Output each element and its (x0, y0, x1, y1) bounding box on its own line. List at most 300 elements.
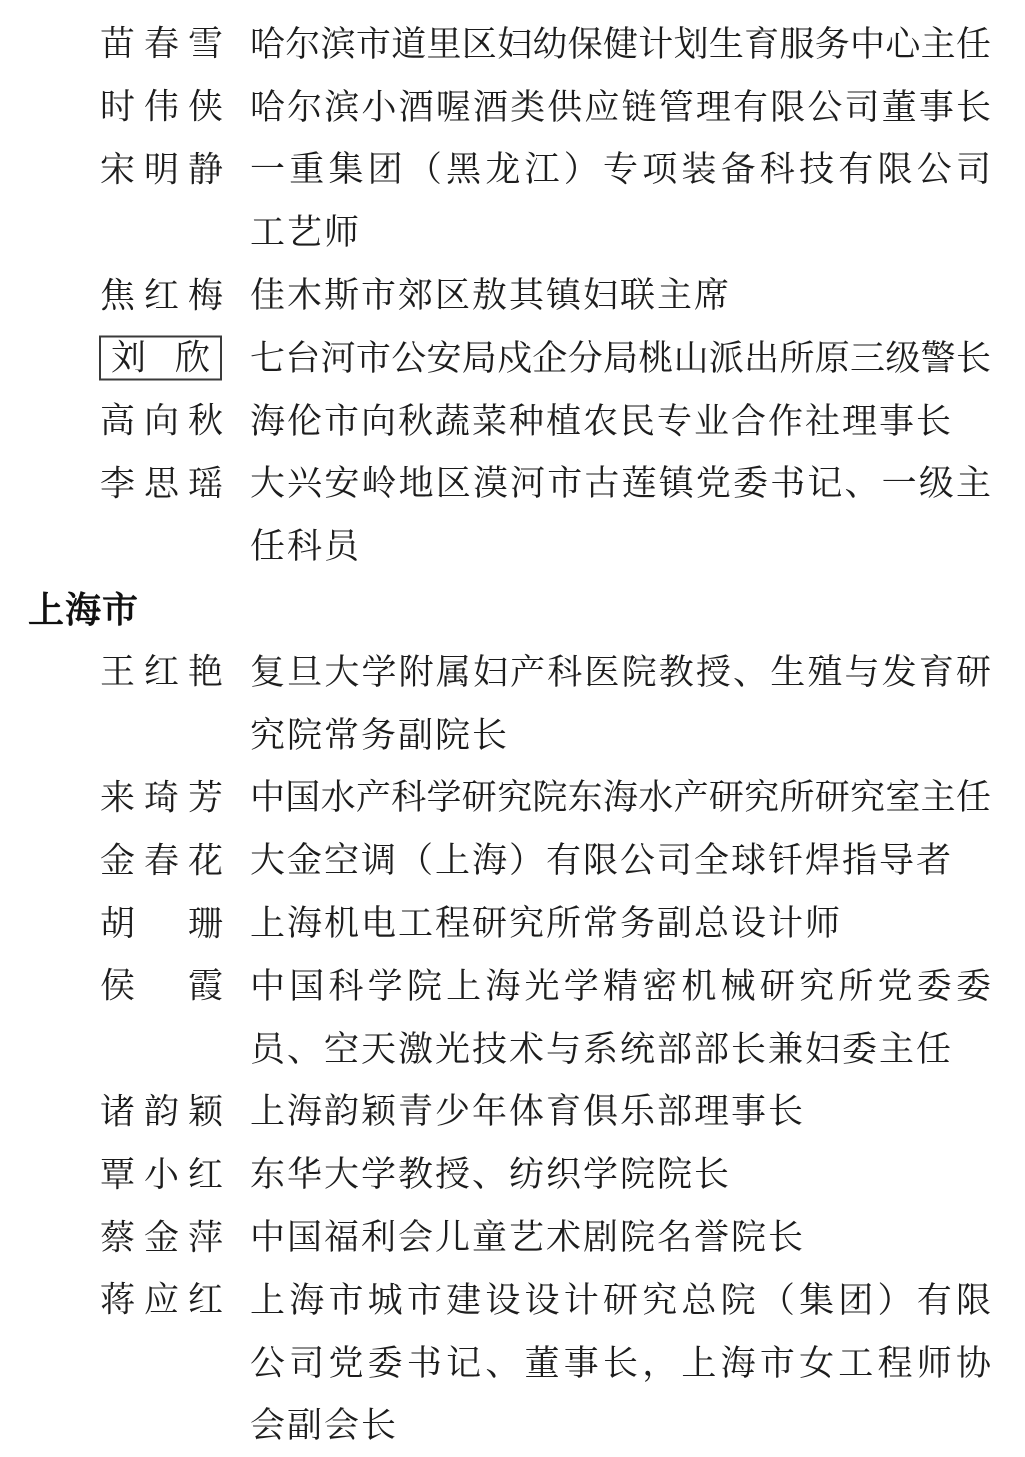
title-char: 保 (567, 24, 603, 64)
entry-title-line (250, 464, 991, 504)
title-char: 学 (563, 966, 599, 1006)
title-char: 划 (673, 24, 709, 64)
entry-row (0, 829, 1025, 892)
title-char: 育 (744, 24, 780, 64)
name-char: 艳 (187, 652, 223, 692)
title-char: 妇 (497, 24, 533, 64)
title-char: 械 (720, 966, 756, 1006)
title-char: 务 (814, 24, 850, 64)
entry-title-line: 究院常务副院长 (250, 715, 510, 755)
title-char: 上 (681, 1343, 717, 1383)
title-char: 学 (426, 778, 462, 818)
title-char: 专 (602, 150, 638, 190)
title-char: 管 (658, 87, 694, 127)
title-char: 生 (708, 24, 744, 64)
title-char: 研 (814, 778, 850, 818)
name-char: 明 (143, 150, 179, 190)
heading-row (0, 578, 1025, 641)
title-char: 书 (406, 1343, 442, 1383)
entry-row (0, 1143, 1025, 1206)
title-char: 一 (881, 464, 917, 504)
name-char: 琦 (143, 778, 179, 818)
title-char: 建 (446, 1280, 482, 1320)
title-char: 国 (289, 966, 325, 1006)
title-char: 市 (406, 1280, 442, 1320)
title-char: 岭 (361, 464, 397, 504)
title-char: 里 (426, 24, 462, 64)
name-char: 来 (100, 778, 136, 818)
entry-name (100, 401, 223, 441)
title-char: 生 (770, 652, 806, 692)
entry-row (0, 955, 1025, 1018)
title-char: 东 (567, 778, 603, 818)
title-char: 学 (367, 966, 403, 1006)
title-char: 党 (877, 966, 913, 1006)
title-char: 有 (838, 150, 874, 190)
title-char: 服 (779, 24, 815, 64)
entry-continuation-row (0, 704, 1025, 767)
title-char: ） (877, 1280, 913, 1320)
title-char: 旦 (287, 652, 323, 692)
title-char: 限 (955, 1280, 991, 1320)
title-char: 精 (602, 966, 638, 1006)
title-char: 殖 (807, 652, 843, 692)
title-char: 中 (250, 778, 286, 818)
entry-title-line: 大金空调（上海）有限公司全球钎焊指导者 (250, 841, 954, 881)
entry-row (0, 453, 1025, 516)
title-char: 研 (602, 1280, 638, 1320)
title-char: 、 (844, 464, 880, 504)
name-char: 诸 (100, 1092, 136, 1132)
entry-row (0, 892, 1025, 955)
entry-name (100, 150, 223, 190)
title-char: 项 (642, 150, 678, 190)
title-char: 授 (695, 652, 731, 692)
title-char: 地 (398, 464, 434, 504)
entry-title-line: 工艺师 (250, 213, 362, 253)
title-char: 科 (547, 652, 583, 692)
title-char: 上 (250, 1280, 286, 1320)
title-char: 总 (681, 1280, 717, 1320)
title-char: 应 (584, 87, 620, 127)
title-char: 长 (602, 1343, 638, 1383)
title-char: 究 (744, 778, 780, 818)
title-char: 机 (681, 966, 717, 1006)
title-char: 哈 (250, 24, 286, 64)
title-char: 董 (524, 1343, 560, 1383)
title-char: 市 (547, 464, 583, 504)
entry-name (100, 24, 223, 64)
title-char: 教 (658, 652, 694, 692)
title-char: 长 (955, 87, 991, 127)
entry-name (100, 1155, 223, 1195)
entry-title-line: 佳木斯市郊区敖其镇妇联主席 (250, 276, 732, 316)
title-char: 师 (916, 1343, 952, 1383)
title-char: 大 (324, 652, 360, 692)
title-char: 集 (799, 1280, 835, 1320)
title-char: 警 (920, 338, 956, 378)
name-char: 红 (143, 276, 179, 316)
title-char: 产 (355, 778, 391, 818)
title-char: 理 (695, 87, 731, 127)
title-char: 研 (461, 778, 497, 818)
name-char: 瑶 (187, 464, 223, 504)
title-char: ， (642, 1343, 678, 1383)
title-char: 海 (485, 966, 521, 1006)
title-char: 属 (435, 652, 471, 692)
entry-name (100, 841, 223, 881)
entry-continuation-row (0, 1018, 1025, 1081)
title-char: 产 (510, 652, 546, 692)
title-char: 董 (881, 87, 917, 127)
title-char: 公 (250, 1343, 286, 1383)
name-char: 宋 (100, 150, 136, 190)
title-char: 心 (885, 24, 921, 64)
title-char: 主 (920, 24, 956, 64)
title-char: 台 (285, 338, 321, 378)
title-char: 所 (838, 966, 874, 1006)
title-char: 任 (955, 778, 991, 818)
title-char: 究 (497, 778, 533, 818)
title-char: 委 (367, 1343, 403, 1383)
entry-title-line: 海伦市向秋蔬菜种植农民专业合作社理事长 (250, 401, 954, 441)
title-char: 安 (324, 464, 360, 504)
title-char: 团 (838, 1280, 874, 1320)
title-char: 原 (814, 338, 850, 378)
title-char: 海 (720, 1343, 756, 1383)
title-char: 研 (955, 652, 991, 692)
title-char: 设 (524, 1280, 560, 1320)
title-char: 任 (955, 24, 991, 64)
title-char: 协 (955, 1343, 991, 1383)
title-char: 尔 (287, 87, 323, 127)
title-char: 公 (391, 338, 427, 378)
title-char: 中 (850, 24, 886, 64)
title-char: 城 (367, 1280, 403, 1320)
name-char: 焦 (100, 276, 136, 316)
name-char: 韵 (143, 1092, 179, 1132)
title-char: 级 (885, 338, 921, 378)
title-char: 海 (602, 778, 638, 818)
title-char: 科 (759, 150, 795, 190)
title-char: 附 (398, 652, 434, 692)
title-char: 备 (720, 150, 756, 190)
entry-row (0, 327, 1025, 390)
title-char: 有 (733, 87, 769, 127)
name-char: 小 (143, 1155, 179, 1195)
name-char: 静 (187, 150, 223, 190)
entry-name (100, 966, 223, 1006)
name-char: 萍 (187, 1218, 223, 1258)
title-char: 水 (638, 778, 674, 818)
title-char: 安 (426, 338, 462, 378)
title-char: 莲 (621, 464, 657, 504)
title-char: 哈 (250, 87, 286, 127)
title-char: 事 (918, 87, 954, 127)
title-char: （ (759, 1280, 795, 1320)
title-char: 委 (916, 966, 952, 1006)
entry-continuation-row (0, 1395, 1025, 1457)
name-char: 伟 (143, 87, 179, 127)
name-char: 向 (143, 401, 179, 441)
name-char: 思 (143, 464, 179, 504)
title-char: 类 (510, 87, 546, 127)
entry-title-line: 东华大学教授、纺织学院院长 (250, 1155, 732, 1195)
name-char: 秋 (187, 401, 223, 441)
title-char: 科 (391, 778, 427, 818)
title-char: 复 (250, 652, 286, 692)
title-char: 研 (708, 778, 744, 818)
title-char: 戍 (497, 338, 533, 378)
entry-title-line (250, 24, 991, 64)
title-char: 道 (391, 24, 427, 64)
name-char: 蒋 (100, 1280, 136, 1320)
entry-row (0, 1081, 1025, 1144)
title-char: 装 (681, 150, 717, 190)
title-char: 记 (446, 1343, 482, 1383)
name-char: 金 (100, 841, 136, 881)
title-char: 究 (850, 778, 886, 818)
title-char: 市 (328, 1280, 364, 1320)
title-char: 区 (461, 24, 497, 64)
name-char: 霞 (187, 966, 223, 1006)
title-char: 育 (918, 652, 954, 692)
title-char: 江 (524, 150, 560, 190)
entry-row (0, 264, 1025, 327)
title-char: 科 (328, 966, 364, 1006)
title-char: 兴 (287, 464, 323, 504)
title-char: 喔 (435, 87, 471, 127)
entry-title-line: 员、空天激光技术与系统部部长兼妇委主任 (250, 1029, 954, 1069)
title-char: 黑 (446, 150, 482, 190)
title-char: 酒 (472, 87, 508, 127)
name-char: 红 (187, 1280, 223, 1320)
entry-name (100, 778, 223, 818)
title-char: 小 (361, 87, 397, 127)
title-char: 市 (355, 338, 391, 378)
title-char: 主 (955, 464, 991, 504)
title-char: 计 (638, 24, 674, 64)
title-char: 上 (446, 966, 482, 1006)
title-char: 设 (485, 1280, 521, 1320)
entry-title-line (250, 966, 991, 1006)
section-heading: 上海市 (28, 588, 140, 630)
entry-row (0, 139, 1025, 202)
title-char: 龙 (485, 150, 521, 190)
name-char: 时 (100, 87, 136, 127)
title-char: 光 (524, 966, 560, 1006)
title-char: 产 (673, 778, 709, 818)
title-char: 三 (850, 338, 886, 378)
title-char: 局 (602, 338, 638, 378)
title-char: 河 (510, 464, 546, 504)
name-char: 金 (143, 1218, 179, 1258)
title-char: 七 (250, 338, 286, 378)
title-char: 记 (807, 464, 843, 504)
title-char: 主 (920, 778, 956, 818)
name-char: 蔡 (100, 1218, 136, 1258)
entry-name (100, 1218, 223, 1258)
title-char: 、 (485, 1343, 521, 1383)
entry-row (0, 641, 1025, 704)
name-char: 苗 (100, 24, 136, 64)
name-char: 刘 (111, 338, 147, 378)
title-char: 尔 (285, 24, 321, 64)
title-char: 医 (584, 652, 620, 692)
name-char: 珊 (187, 904, 223, 944)
title-char: 派 (708, 338, 744, 378)
entry-continuation-row (0, 1332, 1025, 1395)
title-char: 一 (250, 150, 286, 190)
entry-continuation-row (0, 201, 1025, 264)
title-char: 滨 (324, 87, 360, 127)
title-char: 水 (320, 778, 356, 818)
name-char: 覃 (100, 1155, 136, 1195)
entry-name (100, 87, 223, 127)
title-char: 国 (285, 778, 321, 818)
entry-name (100, 1280, 223, 1320)
title-char: 妇 (472, 652, 508, 692)
title-char: 区 (435, 464, 471, 504)
entry-name-box (99, 336, 222, 381)
title-char: 团 (367, 150, 403, 190)
title-char: 研 (759, 966, 795, 1006)
title-char: 供 (547, 87, 583, 127)
title-char: 工 (838, 1343, 874, 1383)
title-char: 桃 (638, 338, 674, 378)
title-char: 级 (918, 464, 954, 504)
title-char: 所 (779, 338, 815, 378)
title-char: 公 (916, 150, 952, 190)
title-char: 计 (563, 1280, 599, 1320)
name-char: 春 (143, 841, 179, 881)
entry-row (0, 1206, 1025, 1269)
entry-title-line: 上海韵颖青少年体育俱乐部理事长 (250, 1092, 806, 1132)
title-char: 院 (720, 1280, 756, 1320)
title-char: 事 (563, 1343, 599, 1383)
entry-name (100, 904, 223, 944)
entry-name (100, 652, 223, 692)
entry-title-line (250, 1343, 991, 1383)
title-char: 院 (406, 966, 442, 1006)
title-char: 海 (289, 1280, 325, 1320)
entry-title-line (250, 778, 991, 818)
title-char: 所 (779, 778, 815, 818)
title-char: 司 (955, 150, 991, 190)
title-char: 女 (799, 1343, 835, 1383)
title-char: ） (563, 150, 599, 190)
entry-row (0, 767, 1025, 830)
title-char: 古 (584, 464, 620, 504)
name-char: 欣 (174, 338, 210, 378)
title-char: 大 (250, 464, 286, 504)
title-char: 司 (289, 1343, 325, 1383)
entry-row (0, 13, 1025, 76)
name-char: 侯 (100, 966, 136, 1006)
title-char: 市 (355, 24, 391, 64)
name-char: 颖 (187, 1092, 223, 1132)
title-char: 党 (328, 1343, 364, 1383)
title-char: 技 (799, 150, 835, 190)
title-char: 长 (955, 338, 991, 378)
entry-title-line (250, 1280, 991, 1320)
title-char: 公 (807, 87, 843, 127)
title-char: 山 (673, 338, 709, 378)
title-char: 院 (621, 652, 657, 692)
title-char: 镇 (658, 464, 694, 504)
title-char: 司 (844, 87, 880, 127)
title-char: 有 (916, 1280, 952, 1320)
name-char: 侠 (187, 87, 223, 127)
title-char: 健 (602, 24, 638, 64)
title-char: 、 (733, 652, 769, 692)
title-char: 究 (799, 966, 835, 1006)
entry-title-line (250, 150, 991, 190)
title-char: 与 (844, 652, 880, 692)
title-char: 重 (289, 150, 325, 190)
title-char: 集 (328, 150, 364, 190)
title-char: 委 (733, 464, 769, 504)
entry-row (0, 1269, 1025, 1332)
entry-title-line: 上海机电工程研究所常务副总设计师 (250, 904, 843, 944)
title-char: 限 (770, 87, 806, 127)
entry-title-line (250, 87, 991, 127)
title-char: 究 (642, 1280, 678, 1320)
entry-name (100, 1092, 223, 1132)
title-char: 学 (361, 652, 397, 692)
entry-row (0, 390, 1025, 453)
entry-title-line: 会副会长 (250, 1406, 399, 1446)
entry-title-line (250, 652, 991, 692)
title-char: 酒 (398, 87, 434, 127)
title-char: 企 (532, 338, 568, 378)
title-char: 分 (567, 338, 603, 378)
title-char: 链 (621, 87, 657, 127)
title-char: 河 (320, 338, 356, 378)
title-char: 局 (461, 338, 497, 378)
entry-title-line (250, 338, 991, 378)
entry-name (111, 338, 210, 378)
entry-title-line: 中国福利会儿童艺术剧院名誉院长 (250, 1218, 806, 1258)
title-char: 院 (532, 778, 568, 818)
title-char: 程 (877, 1343, 913, 1383)
name-char: 雪 (187, 24, 223, 64)
name-char: 王 (100, 652, 136, 692)
title-char: 发 (881, 652, 917, 692)
name-char: 高 (100, 401, 136, 441)
name-char: 红 (187, 1155, 223, 1195)
entry-title-line: 任科员 (250, 527, 362, 567)
title-char: （ (406, 150, 442, 190)
name-char: 花 (187, 841, 223, 881)
title-char: 幼 (532, 24, 568, 64)
name-char: 胡 (100, 904, 136, 944)
name-char: 应 (143, 1280, 179, 1320)
title-char: 党 (695, 464, 731, 504)
title-char: 漠 (472, 464, 508, 504)
name-char: 春 (143, 24, 179, 64)
title-char: 滨 (320, 24, 356, 64)
entry-name (100, 276, 223, 316)
title-char: 市 (759, 1343, 795, 1383)
entry-name (100, 464, 223, 504)
entry-row (0, 76, 1025, 139)
title-char: 密 (642, 966, 678, 1006)
title-char: 室 (885, 778, 921, 818)
name-char: 梅 (187, 276, 223, 316)
title-char: 委 (955, 966, 991, 1006)
name-char: 红 (143, 652, 179, 692)
